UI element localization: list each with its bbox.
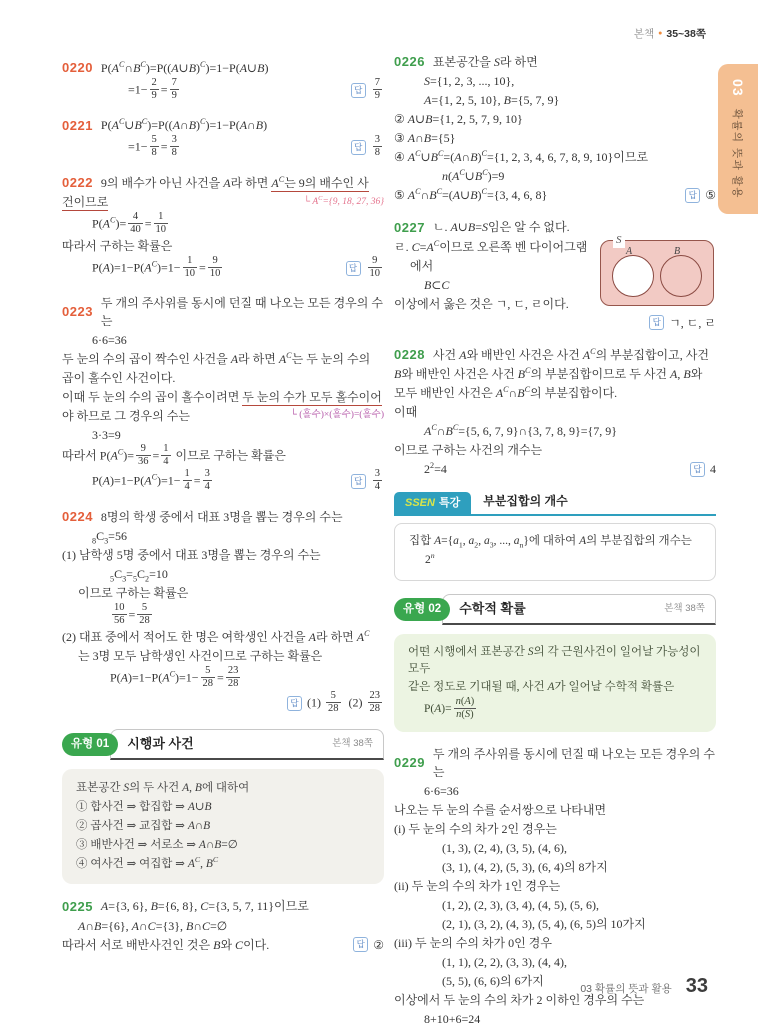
line-text: 어떤 시행에서 표본공간 S의 각 근원사건이 일어날 가능성이 모두: [408, 645, 701, 675]
text-line: [394, 218, 716, 238]
text-line: [394, 275, 596, 294]
line-text: ② A∪B={1, 2, 5, 7, 9, 10}: [394, 112, 523, 126]
line-text: (1) 남학생 5명 중에서 대표 3명을 뽑는 경우의 수는: [62, 548, 321, 563]
header-book-label: 본책: [633, 28, 655, 40]
text-line: [62, 237, 384, 256]
answer-icon: 답: [346, 261, 361, 276]
line-text: ④ $A^C\cup B^C=(A\cap B)^C=\{1$, 2, 3, 4, 6, 7, 8, 9, 10}이므로: [394, 149, 649, 164]
line-text: P(A)= $\frac{n(A)}{n(S)}$: [424, 696, 475, 721]
text-line: [394, 72, 716, 91]
text-line: [62, 368, 384, 387]
text-line: [62, 78, 384, 103]
answer: [343, 936, 384, 954]
text-line: [62, 897, 384, 917]
type-title: 수학적 확률: [459, 601, 526, 616]
text-line: [62, 330, 384, 349]
type-title: 시행과 사건: [127, 736, 194, 752]
problem-0226: [394, 52, 716, 205]
margin-annotation: └ (홀수)×(홀수)=(홀수): [290, 410, 384, 421]
type-badge: 유형 02: [394, 598, 450, 621]
line-text: 6·6=36: [92, 332, 127, 347]
text-line: [62, 691, 384, 716]
line-text: (ii) 두 눈의 수의 차가 1인 경우는: [394, 878, 561, 893]
line-text: ④ 여사건 ⇒ 여집합 ⇒ $A^C$, $B^C$: [76, 854, 219, 870]
line-text: (1, 2), (2, 3), (3, 4), (4, 5), (5, 6),: [442, 897, 599, 912]
text-line: [394, 745, 716, 781]
margin-annotation: └ $A^C=\{9$, 18, 27, 36}: [303, 194, 384, 208]
problem-0228: [394, 345, 716, 479]
answer-value: ②: [373, 937, 384, 952]
text-line: [394, 52, 716, 72]
line-text: $P(A)=1-P(A^C)=1-$ $\frac{5}{28}$ = $\frac{23}{28}$: [110, 664, 239, 689]
left-column: [62, 58, 384, 967]
line-text: 야 하므로 그 경우의 수는: [62, 408, 190, 423]
line-text: 집합 $A=\{a_1$, $a_2$, $a_3$, ..., $a_n$}에 대하여 A의 부분집합의 개수는: [409, 534, 692, 550]
text-line: [62, 469, 384, 494]
text-line: [394, 857, 716, 876]
line-text: 8명의 학생 중에서 대표 3명을 뽑는 경우의 수는: [100, 510, 343, 524]
line-text: ③ 배반사건 ⇒ 서로소 ⇒ A∩B=∅: [76, 838, 238, 851]
text-line: [408, 678, 702, 697]
chapter-title: 확률의 뜻과 활용: [731, 108, 744, 199]
type-section: [62, 729, 384, 884]
text-line: [394, 313, 716, 332]
line-text: (3, 1), (4, 2), (5, 3), (6, 4)의 8가지: [442, 859, 608, 874]
text-line: [408, 697, 702, 722]
problem-0220: [62, 58, 384, 103]
problem-0224: [62, 507, 384, 716]
line-text: 같은 정도로 기대될 때, 사건 A가 일어날 수학적 확률은: [408, 680, 675, 693]
text-line: [394, 403, 716, 422]
text-line: [62, 584, 384, 603]
answer-value: ㄱ, ㄷ, ㄹ: [669, 315, 716, 330]
problem-number: 0227: [394, 219, 425, 235]
line-text: (i) 두 눈의 수의 차가 2인 경우는: [394, 821, 557, 836]
line-text: 이때: [394, 405, 418, 419]
ssen-badge: [394, 492, 471, 515]
text-line: [394, 294, 596, 313]
problem-number: 0223: [62, 304, 93, 320]
line-text: B⊂C: [424, 277, 450, 292]
venn-circle-b: [660, 245, 702, 297]
line-text: 이상에서 옳은 것은 ㄱ, ㄷ, ㄹ이다.: [394, 296, 569, 311]
text-line: [394, 781, 716, 800]
line-text: 이상에서 두 눈의 수의 차가 2 이하인 경우의 수는: [394, 992, 645, 1007]
problem-number: 0226: [394, 54, 425, 69]
line-text: 표본공간 S의 두 사건 A, B에 대하여: [76, 781, 250, 794]
text-line: [76, 779, 370, 798]
text-line: [394, 91, 716, 110]
text-line: [394, 365, 716, 384]
text-line: [62, 565, 384, 584]
answer: [675, 186, 716, 204]
line-text: 사건 A와 배반인 사건은 사건 $A^C$의 부분집합이고, 사건: [432, 346, 709, 362]
text-line: [394, 110, 716, 129]
line-text: ① 합사건 ⇒ 합집합 ⇒ A∪B: [76, 800, 212, 813]
line-text: (1, 1), (2, 2), (3, 3), (4, 4),: [442, 954, 567, 969]
line-text: 두 개의 주사위를 동시에 던질 때 나오는 모든 경우의 수는: [100, 296, 383, 328]
concept-box: [62, 769, 384, 884]
text-line: [394, 819, 716, 838]
footer-page-number: 33: [685, 975, 708, 997]
problem-0227: [394, 218, 716, 333]
venn-diagram: [600, 233, 714, 306]
text-line: [62, 666, 384, 691]
type-title-tab: [110, 729, 384, 760]
ssen-brand: SSEN: [405, 496, 435, 509]
text-line: [62, 212, 384, 237]
problem-number: 0228: [394, 347, 425, 362]
line-text: 건이므로: [62, 195, 109, 210]
text-line: [76, 817, 370, 836]
line-text: $_8C_3=56$: [92, 529, 127, 546]
text-line: [62, 603, 384, 628]
line-text: $n(A^C\cup B^C)=9$: [442, 168, 505, 183]
line-text: $P(A^C\cap B^C)=P((A\cup B)^C)=1-P(A\cup B)$: [100, 59, 269, 75]
answer-icon: 답: [353, 937, 368, 952]
line-text: ㄹ. $C=A^C$이므로 오른쪽 벤 다이어그램: [394, 238, 588, 254]
type-page-ref: 본책 38쪽: [332, 737, 373, 749]
type-section: [394, 594, 716, 732]
text-line: [62, 628, 384, 647]
text-line: [394, 933, 716, 952]
answer: [341, 135, 384, 160]
line-text: 따라서 서로 배반사건인 것은 B와 C이다.: [62, 937, 270, 952]
text-line: [62, 387, 384, 406]
right-column: [394, 52, 716, 1024]
problem-number: 0221: [62, 117, 93, 133]
problem-0223: [62, 294, 384, 494]
text-line: [62, 193, 384, 212]
answer: [341, 78, 384, 103]
venn-circle-a: [612, 245, 654, 297]
ssen-title: 부분집합의 개수: [483, 494, 568, 508]
line-text: 에서: [410, 258, 434, 273]
text-line: [76, 855, 370, 874]
line-text: 3·3=9: [92, 427, 121, 442]
line-text: $2^2=4$: [424, 461, 447, 476]
text-line: [409, 532, 701, 551]
text-line: [62, 425, 384, 444]
header-pages: 35~38쪽: [666, 28, 706, 40]
concept-box: [394, 634, 716, 733]
line-text: ③ A∩B={5}: [394, 131, 456, 145]
answer-icon: 답: [649, 315, 664, 330]
text-line: [394, 838, 716, 857]
line-text: ② 곱사건 ⇒ 교집합 ⇒ A∩B: [76, 819, 211, 832]
text-line: [62, 256, 384, 281]
text-line: [62, 444, 384, 469]
line-text: 2$^n$: [425, 551, 435, 566]
text-line: [62, 58, 384, 78]
text-line: [62, 527, 384, 546]
problem-number: 0220: [62, 60, 93, 75]
line-text: 따라서 구하는 확률은: [62, 239, 173, 254]
ssen-box: [394, 523, 716, 581]
answer-icon: 답: [351, 83, 366, 98]
answer-icon: 답: [351, 140, 366, 155]
text-line: [76, 798, 370, 817]
text-line: [394, 422, 716, 441]
answer: [336, 256, 385, 281]
answer-value: 4: [710, 462, 716, 476]
footer: [580, 975, 708, 998]
text-line: [76, 836, 370, 855]
line-text: =1− $\frac{2}{9}$ = $\frac{7}{9}$: [128, 76, 177, 101]
answer-value: ⑤: [705, 188, 716, 202]
text-line: [62, 935, 384, 954]
text-line: [394, 1009, 716, 1024]
ssen-header: [394, 492, 716, 517]
line-text: 곱이 홀수인 사건이다.: [62, 370, 176, 385]
line-text: ㄴ. A∪B=S임은 알 수 없다.: [432, 220, 570, 235]
line-text: $P(A)=1-P(A^C)=1-$ $\frac{1}{4}$ = $\frac{3}{4}$: [92, 468, 210, 493]
text-line: [394, 256, 596, 275]
answer-value: $\frac{3}{8}$: [374, 134, 380, 159]
answer-icon: 답: [351, 474, 366, 489]
line-text: 이때 두 눈의 수의 곱이 홀수이려면 두 눈의 수가 모두 홀수이어: [62, 389, 382, 404]
chapter-side-tab: [718, 64, 758, 214]
text-line: [62, 647, 384, 666]
text-line: [394, 186, 716, 205]
text-line: [394, 914, 716, 933]
line-text: 두 개의 주사위를 동시에 던질 때 나오는 모든 경우의 수는: [432, 747, 715, 780]
answer-value: $\frac{7}{9}$: [374, 76, 380, 101]
line-text: 이므로 구하는 사건의 개수는: [394, 443, 543, 457]
type-header: [394, 594, 716, 625]
line-text: 나오는 두 눈의 수를 순서쌍으로 나타내면: [394, 802, 607, 817]
answer-value: $\frac{9}{10}$: [369, 254, 380, 279]
text-line: [394, 895, 716, 914]
line-text: 9의 배수가 아닌 사건을 A라 하면 $A^C$는 9의 배수인 사: [100, 175, 369, 190]
line-text: (iii) 두 눈의 수의 차가 0인 경우: [394, 935, 552, 950]
line-text: 6·6=36: [424, 783, 459, 798]
problem-number: 0229: [394, 755, 425, 771]
line-text: $\frac{10}{56}$ = $\frac{5}{28}$: [114, 601, 150, 626]
text-line: [394, 384, 716, 403]
line-text: $P(A^C\cup B^C)=P((A\cap B)^C)=1-P(A\cap B)$: [100, 117, 268, 133]
problem-number: 0224: [62, 509, 93, 525]
text-line: [62, 116, 384, 136]
answer: [277, 691, 384, 716]
line-text: 두 눈의 수의 곱이 짝수인 사건을 A라 하면 $A^C$는 두 눈의 수의: [62, 350, 371, 366]
line-text: 이므로 구하는 확률은: [78, 586, 189, 601]
answer-icon: 답: [287, 696, 302, 711]
chapter-side-tab-text: [730, 79, 746, 199]
line-text: $P(A^C)=$ $\frac{4}{40}$ = $\frac{1}{10}$: [92, 210, 167, 235]
answer-icon: 답: [685, 188, 700, 203]
answer-value: (1) $\frac{5}{28}$ (2) $\frac{23}{28}$: [307, 690, 380, 715]
text-line: [409, 551, 701, 570]
text-line: [394, 460, 716, 479]
text-line: [408, 644, 702, 679]
text-line: [394, 237, 596, 256]
answer: [680, 460, 716, 478]
text-line: [62, 507, 384, 527]
text-line: [62, 916, 384, 935]
chapter-number: 03: [730, 79, 746, 97]
text-line: [62, 546, 384, 565]
venn-label-s: S: [613, 232, 625, 249]
answer-value: $\frac{3}{4}$: [374, 468, 380, 493]
text-line: [394, 148, 716, 167]
text-line: [394, 876, 716, 895]
text-line: [62, 173, 384, 193]
line-text: 표본공간을 S라 하면: [432, 54, 538, 69]
ssen-special-section: [394, 492, 716, 582]
text-line: [394, 345, 716, 365]
line-text: (2, 1), (3, 2), (4, 3), (5, 4), (6, 5)의 10가지: [442, 916, 646, 931]
problem-0222: [62, 173, 384, 281]
line-text: A={3, 6}, B={6, 8}, C={3, 5, 7, 11}이므로: [100, 899, 309, 914]
header-page-ref: [634, 26, 706, 41]
answer-icon: 답: [690, 462, 705, 477]
text-line: [62, 406, 384, 425]
line-text: 따라서 $P(A^C)=$ $\frac{9}{36}$ = $\frac{1}{4}$ 이므로 구하는 확률은: [62, 443, 286, 468]
line-text: (5, 5), (6, 6)의 6가지: [442, 973, 544, 988]
line-text: $_5C_3=_5C_2=10$: [110, 567, 168, 584]
line-text: 모두 배반인 사건은 $A^C\cap B^C$의 부분집합이다.: [394, 385, 618, 400]
line-text: S={1, 2, 3, ..., 10},: [424, 74, 515, 88]
text-line: [394, 129, 716, 148]
footer-chapter-label: 03 확률의 뜻과 활용: [580, 983, 672, 995]
ssen-label: 특강: [438, 496, 461, 509]
line-text: ⑤ $A^C\cap B^C=(A\cup B)^C=\{3$, 4, 6, 8}: [394, 187, 548, 202]
answer: [341, 469, 384, 494]
text-line: [394, 441, 716, 460]
line-text: A∩B={6}, A∩C={3}, B∩C=∅: [78, 918, 228, 933]
problem-number: 0225: [62, 898, 93, 914]
line-text: A={1, 2, 5, 10}, B={5, 7, 9}: [424, 93, 560, 107]
problem-0225: [62, 897, 384, 955]
text-line: [394, 800, 716, 819]
text-line: [62, 294, 384, 330]
line-text: 8+10+6=24: [424, 1011, 481, 1024]
line-text: (2) 대표 중에서 적어도 한 명은 여학생인 사건을 A라 하면 $A^C$: [62, 629, 370, 645]
orange-bullet-icon: ●: [658, 30, 663, 37]
line-text: (1, 3), (2, 4), (3, 5), (4, 6),: [442, 840, 567, 855]
problem-0221: [62, 116, 384, 161]
problem-number: 0222: [62, 175, 93, 191]
type-header: [62, 729, 384, 760]
venn-label-b: B: [674, 245, 681, 257]
text-line: [62, 135, 384, 160]
text-line: [394, 167, 716, 186]
line-text: B와 배반인 사건은 사건 $B^C$의 부분집합이므로 두 사건 A, B와: [394, 366, 703, 381]
text-line: [394, 952, 716, 971]
answer: [639, 314, 716, 332]
line-text: $P(A)=1-P(A^C)=1-$ $\frac{1}{10}$ = $\frac{9}{10}$: [92, 254, 221, 279]
line-text: 는 3명 모두 남학생인 사건이므로 구하는 확률은: [78, 649, 323, 664]
type-badge: 유형 01: [62, 733, 118, 756]
text-line: [62, 349, 384, 368]
venn-label-a: A: [626, 245, 633, 257]
line-text: $A^C\cap B^C=\{5$, 6, 7, 9}∩{3, 7, 8, 9}={7, 9}: [424, 423, 618, 438]
line-text: =1− $\frac{5}{8}$ = $\frac{3}{8}$: [128, 134, 177, 159]
type-page-ref: 본책 38쪽: [664, 602, 705, 614]
type-title-tab: [442, 594, 716, 625]
